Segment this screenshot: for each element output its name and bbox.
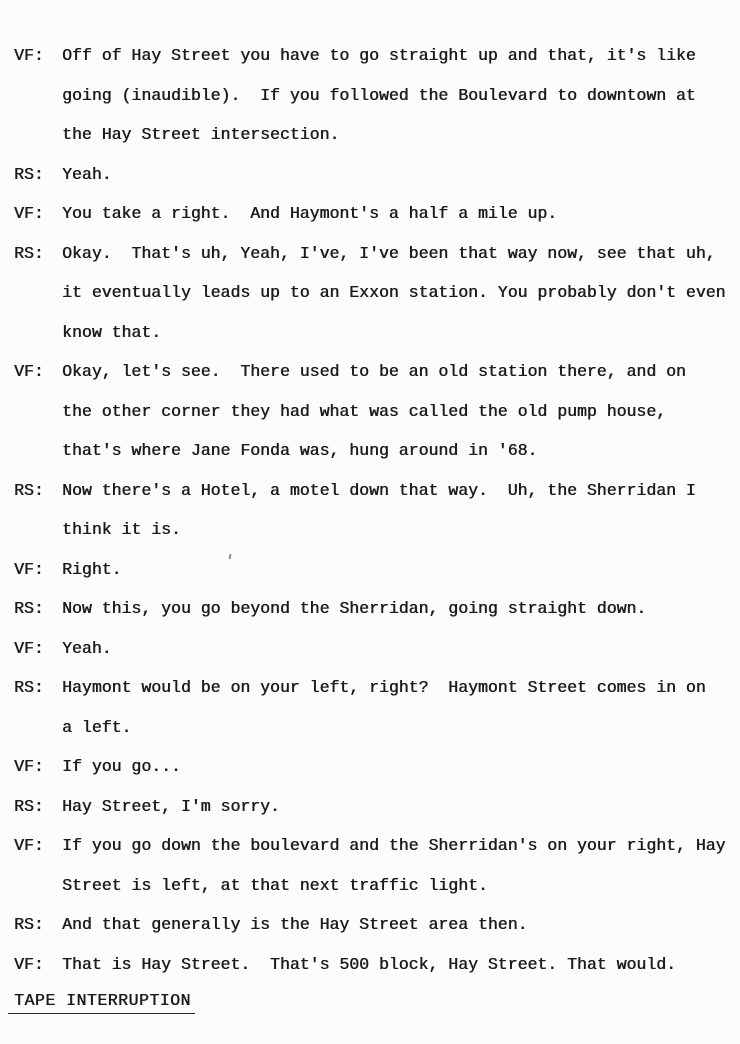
utterance-line: the other corner they had what was called the old pump house, <box>62 401 666 421</box>
utterance-line: it eventually leads up to an Exxon station. You probably don't even <box>62 283 726 302</box>
speaker-label: VF: <box>14 638 44 658</box>
transcript-turn <box>14 471 736 550</box>
utterance-line: Hay Street, I'm sorry. <box>62 796 280 816</box>
utterance-text <box>62 787 736 827</box>
utterance-line: the Hay Street intersection. <box>62 125 340 144</box>
utterance-line: And that generally is the Hay Street area then. <box>62 915 528 934</box>
utterance-line: Yeah. <box>62 638 112 658</box>
speaker-label: RS: <box>14 480 44 500</box>
speaker-label: RS: <box>14 796 44 816</box>
speaker-label: VF: <box>14 46 44 65</box>
utterance-text <box>62 826 736 905</box>
utterance-text <box>62 668 736 747</box>
utterance-line: Street is left, at that next traffic light. <box>62 875 488 895</box>
transcript-turn <box>14 36 736 155</box>
utterance-text <box>62 234 736 353</box>
utterance-line: That is Hay Street. That's 500 block, Hay Street. That would. <box>62 954 676 974</box>
speaker-label: VF: <box>14 204 44 223</box>
utterance-text <box>62 945 736 985</box>
transcript-turn <box>14 826 736 905</box>
transcript-turn <box>14 629 736 669</box>
transcript-turn <box>14 905 736 945</box>
transcript-turn <box>14 352 736 471</box>
utterance-text <box>62 194 736 234</box>
utterance-line: Off of Hay Street you have to go straight up and that, it's like <box>62 46 696 65</box>
utterance-line: Now this, you go beyond the Sherridan, going straight down. <box>62 599 647 618</box>
speaker-label: RS: <box>14 678 44 697</box>
transcript-turn <box>14 668 736 747</box>
speaker-label: RS: <box>14 915 44 934</box>
utterance-text <box>62 905 736 945</box>
speaker-label: VF: <box>14 836 44 855</box>
utterance-line: know that. <box>62 322 162 342</box>
speaker-label: VF: <box>14 362 44 381</box>
utterance-line: Okay. That's uh, Yeah, I've, I've been that way now, see that uh, <box>62 243 716 263</box>
transcript-turn <box>14 747 736 787</box>
utterance-text <box>62 589 736 629</box>
utterance-line: Yeah. <box>62 164 112 184</box>
utterance-text <box>62 352 736 471</box>
speaker-label: VF: <box>14 559 44 579</box>
utterance-line: that's where Jane Fonda was, hung around in '68. <box>62 441 538 460</box>
speaker-label: VF: <box>14 954 44 974</box>
transcript <box>14 36 736 984</box>
tape-interruption-note: TAPE INTERRUPTION <box>8 988 195 1014</box>
speaker-label: VF: <box>14 757 44 776</box>
utterance-text <box>62 747 736 787</box>
utterance-line: going (inaudible). If you followed the Boulevard to downtown at <box>62 85 696 105</box>
utterance-text <box>62 36 736 155</box>
utterance-line: You take a right. And Haymont's a half a mile up. <box>62 204 558 223</box>
utterance-line: Right. <box>62 559 122 579</box>
utterance-text <box>62 550 736 590</box>
utterance-line: think it is. <box>62 520 181 539</box>
utterance-text <box>62 155 736 195</box>
transcript-turn <box>14 550 736 590</box>
utterance-line: If you go down the boulevard and the Sherridan's on your right, Hay <box>62 836 726 855</box>
speaker-label: RS: <box>14 599 44 618</box>
speaker-label: RS: <box>14 243 44 263</box>
transcript-turn <box>14 234 736 353</box>
utterance-line: a left. <box>62 717 132 737</box>
utterance-text <box>62 471 736 550</box>
utterance-line: If you go... <box>62 757 181 776</box>
utterance-line: Haymont would be on your left, right? Haymont Street comes in on <box>62 678 706 697</box>
speaker-label: RS: <box>14 164 44 184</box>
transcript-turn <box>14 194 736 234</box>
utterance-line: Now there's a Hotel, a motel down that way. Uh, the Sherridan I <box>62 480 696 500</box>
transcript-turn <box>14 589 736 629</box>
transcript-turn <box>14 945 736 985</box>
transcript-turn <box>14 787 736 827</box>
transcript-turn <box>14 155 736 195</box>
utterance-text <box>62 629 736 669</box>
utterance-line: Okay, let's see. There used to be an old station there, and on <box>62 362 686 381</box>
